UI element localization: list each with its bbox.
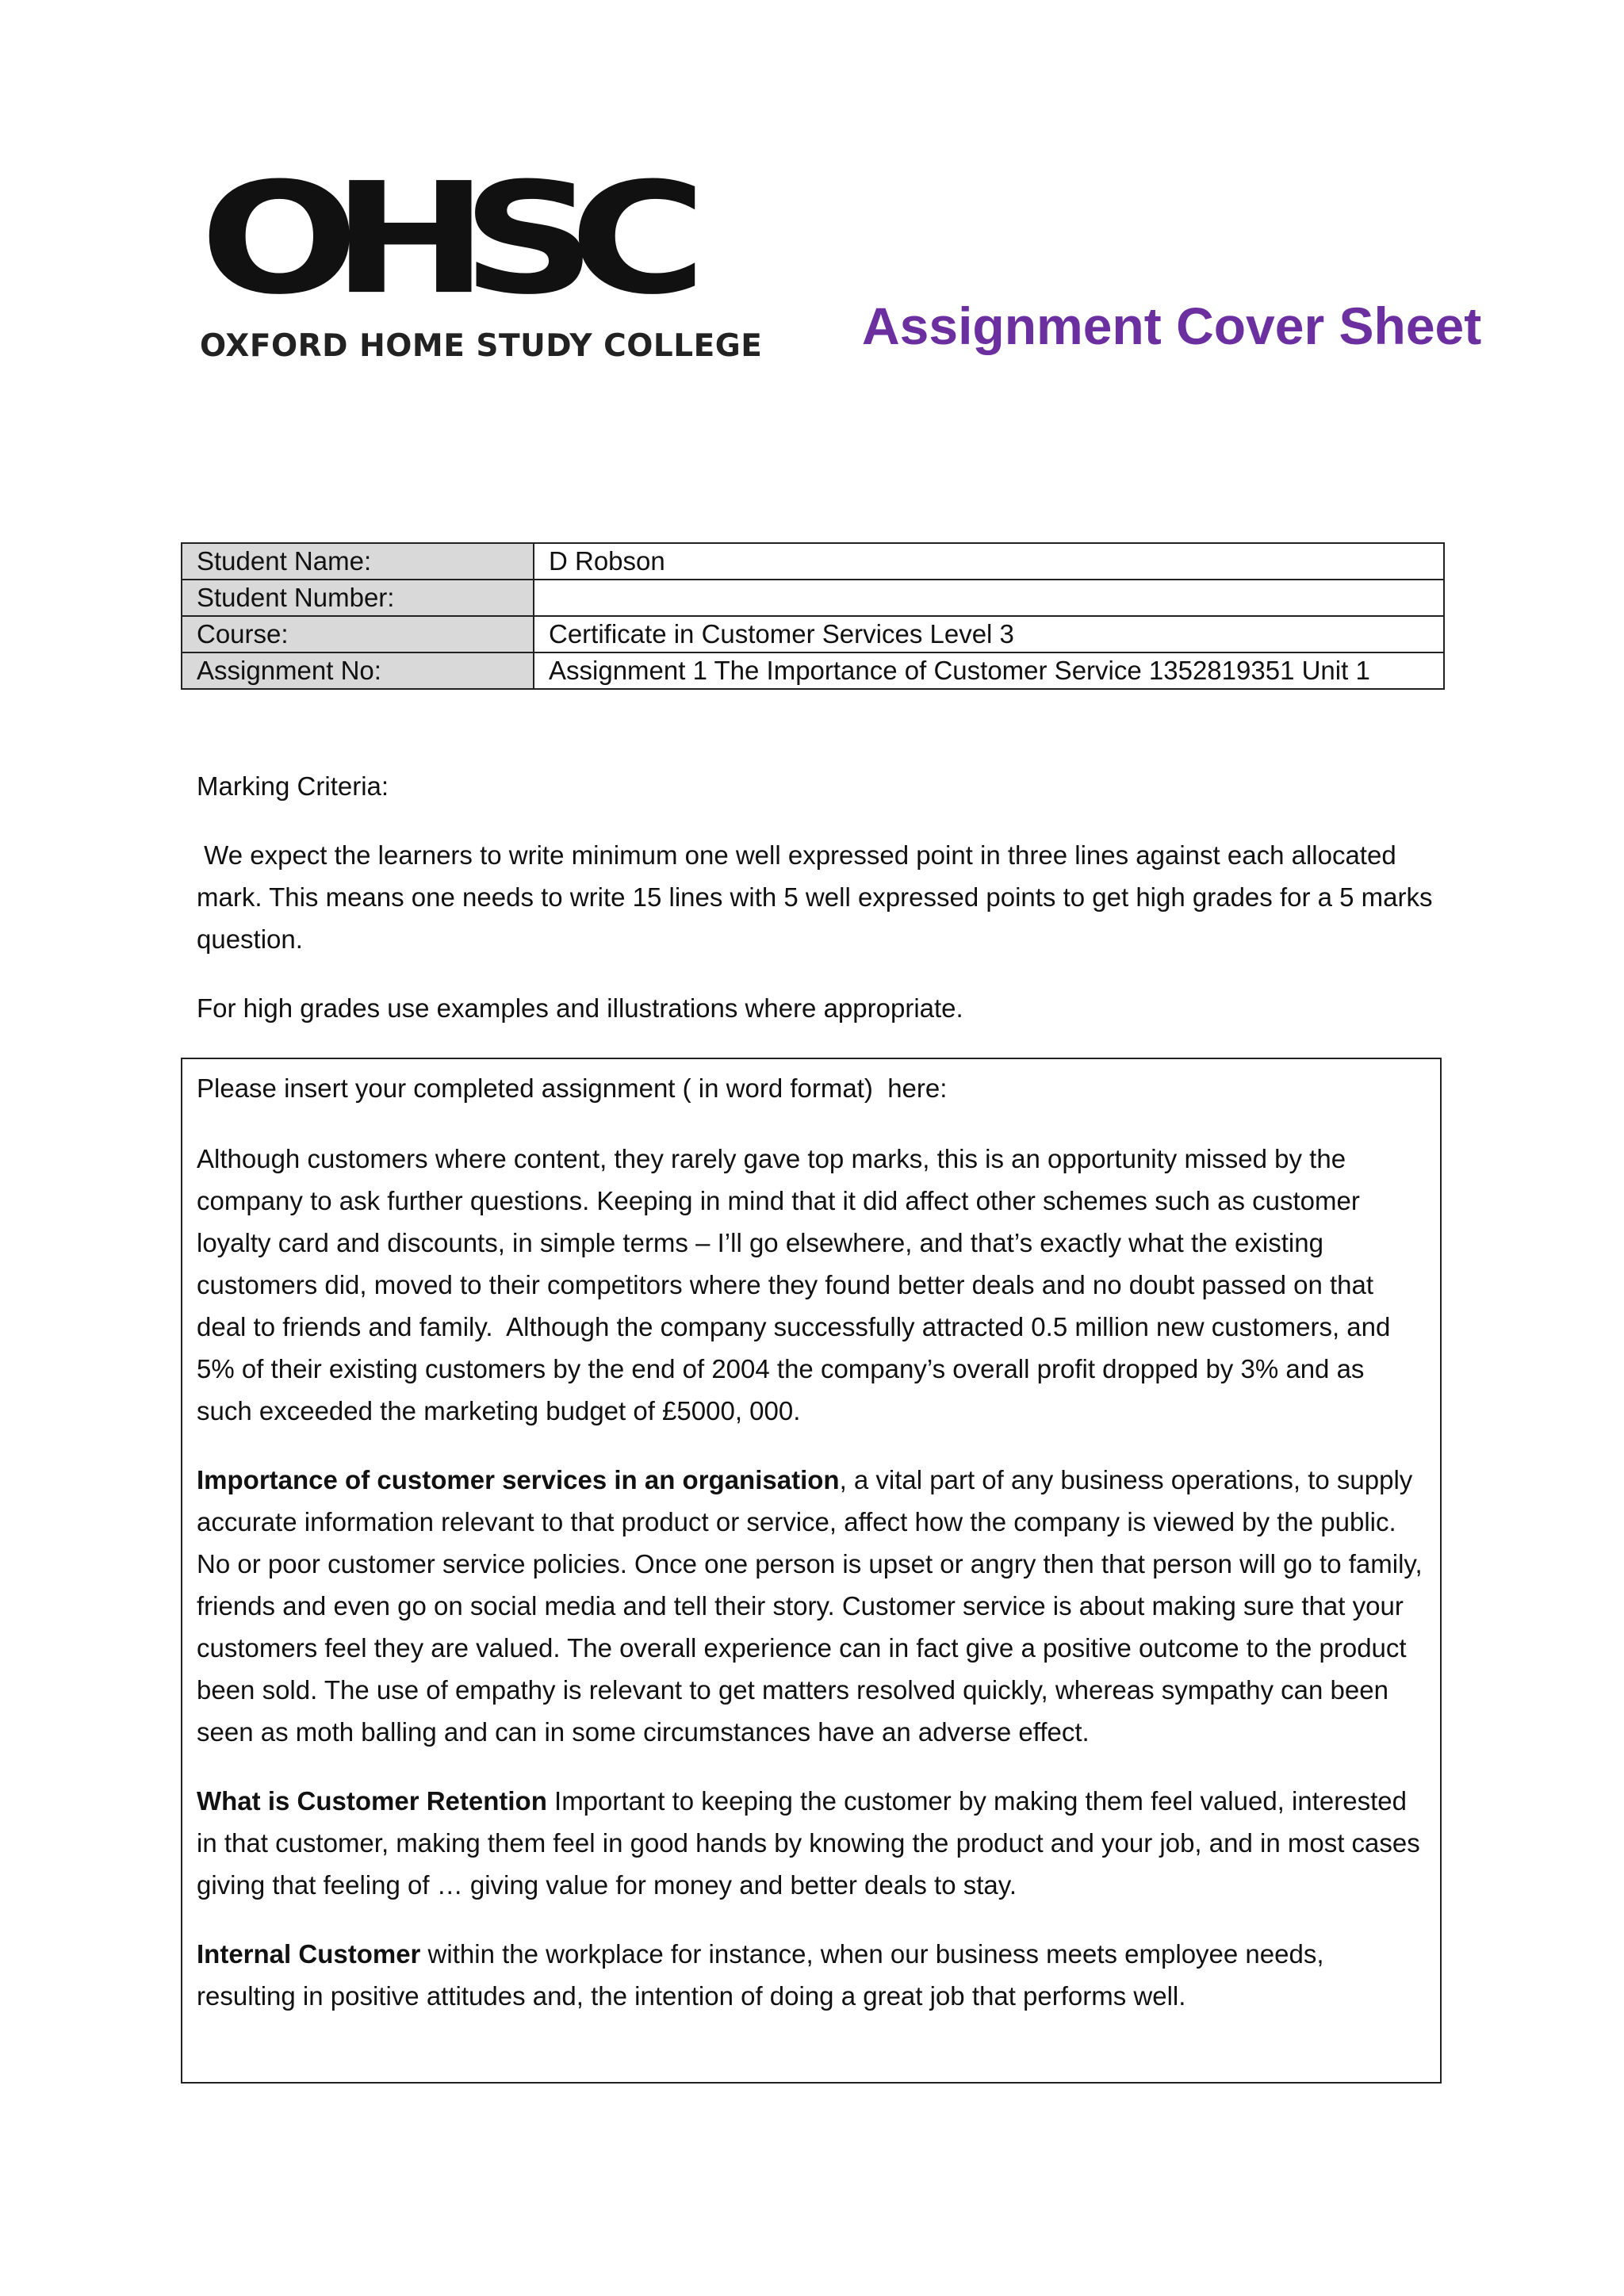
answer-paragraph-3	[197, 1780, 1426, 1906]
logo-mark: OHSC	[200, 149, 680, 329]
table-row	[182, 580, 1444, 616]
table-row	[182, 652, 1444, 689]
answer-prompt: Please insert your completed assignment ( in word format) here:	[197, 1073, 948, 1103]
answer-heading-importance: Importance of customer services in an organisation	[197, 1465, 840, 1494]
answer-text-importance: , a vital part of any business operations, to supply accurate information relevant to that product or service, affect how the company is viewed by the public. No or poor customer service policies. Once one person is upset or angry then that person will go to family, friends and even go on social media and tell their story. Customer service is about making sure that your customers feel they are valued. The overall experience can in fact give a positive outcome to the product been sold. The use of empathy is relevant to get matters resolved quickly, whereas sympathy can been seen as moth balling and can in some circumstances have an adverse effect.	[197, 1465, 1423, 1747]
logo-subtitle: OXFORD HOME STUDY COLLEGE	[200, 328, 763, 364]
table-row	[182, 543, 1444, 580]
student-info-table	[181, 542, 1445, 690]
answer-heading-retention: What is Customer Retention	[197, 1786, 547, 1816]
student-number-label: Student Number:	[182, 580, 534, 616]
answer-paragraph-2	[197, 1459, 1426, 1753]
assignment-no-value: Assignment 1 The Importance of Customer Service 1352819351 Unit 1	[534, 652, 1444, 689]
marking-criteria-note: For high grades use examples and illustrations where appropriate.	[197, 993, 963, 1023]
answer-paragraph-4	[197, 1933, 1426, 2017]
answer-text-retention: Important to keeping the customer by making them feel valued, interested in that customer, making them feel in good hands by knowing the product and your job, and in most cases giving that feeling of … giving value for money and better deals to stay.	[197, 1786, 1420, 1900]
student-name-value: D Robson	[534, 543, 1444, 580]
marking-criteria-section	[197, 765, 1440, 1056]
answer-heading-internal: Internal Customer	[197, 1939, 421, 1969]
marking-criteria-heading: Marking Criteria:	[197, 771, 389, 801]
table-row	[182, 616, 1444, 652]
marking-criteria-text: We expect the learners to write minimum one well expressed point in three lines against each allocated mark. This means one needs to write 15 lines with 5 well expressed points to get high grades for a 5 marks question.	[197, 840, 1440, 954]
page-title: Assignment Cover Sheet	[862, 297, 1482, 355]
answer-paragraph-1: Although customers where content, they rarely gave top marks, this is an opportunity missed by the company to ask further questions. Keeping in mind that it did affect other schemes such as customer loyalty card and discounts, in simple terms – I’ll go elsewhere, and that’s exactly what the existing customers did, moved to their competitors where they found better deals and no doubt passed on that deal to friends and family. Although the company successfully attracted 0.5 million new customers, and 5% of their existing customers by the end of 2004 the company’s overall profit dropped by 3% and as such exceeded the marketing budget of £5000, 000.	[197, 1144, 1398, 1425]
answer-text-internal: within the workplace for instance, when our business meets employee needs, resulting in positive attitudes and, the intention of doing a great job that performs well.	[197, 1939, 1324, 2011]
course-label: Course:	[182, 616, 534, 652]
assignment-no-label: Assignment No:	[182, 652, 534, 689]
college-logo	[200, 149, 763, 364]
student-name-label: Student Name:	[182, 543, 534, 580]
assignment-answer-box	[181, 1058, 1442, 2084]
course-value: Certificate in Customer Services Level 3	[534, 616, 1444, 652]
student-number-value	[534, 580, 1444, 616]
